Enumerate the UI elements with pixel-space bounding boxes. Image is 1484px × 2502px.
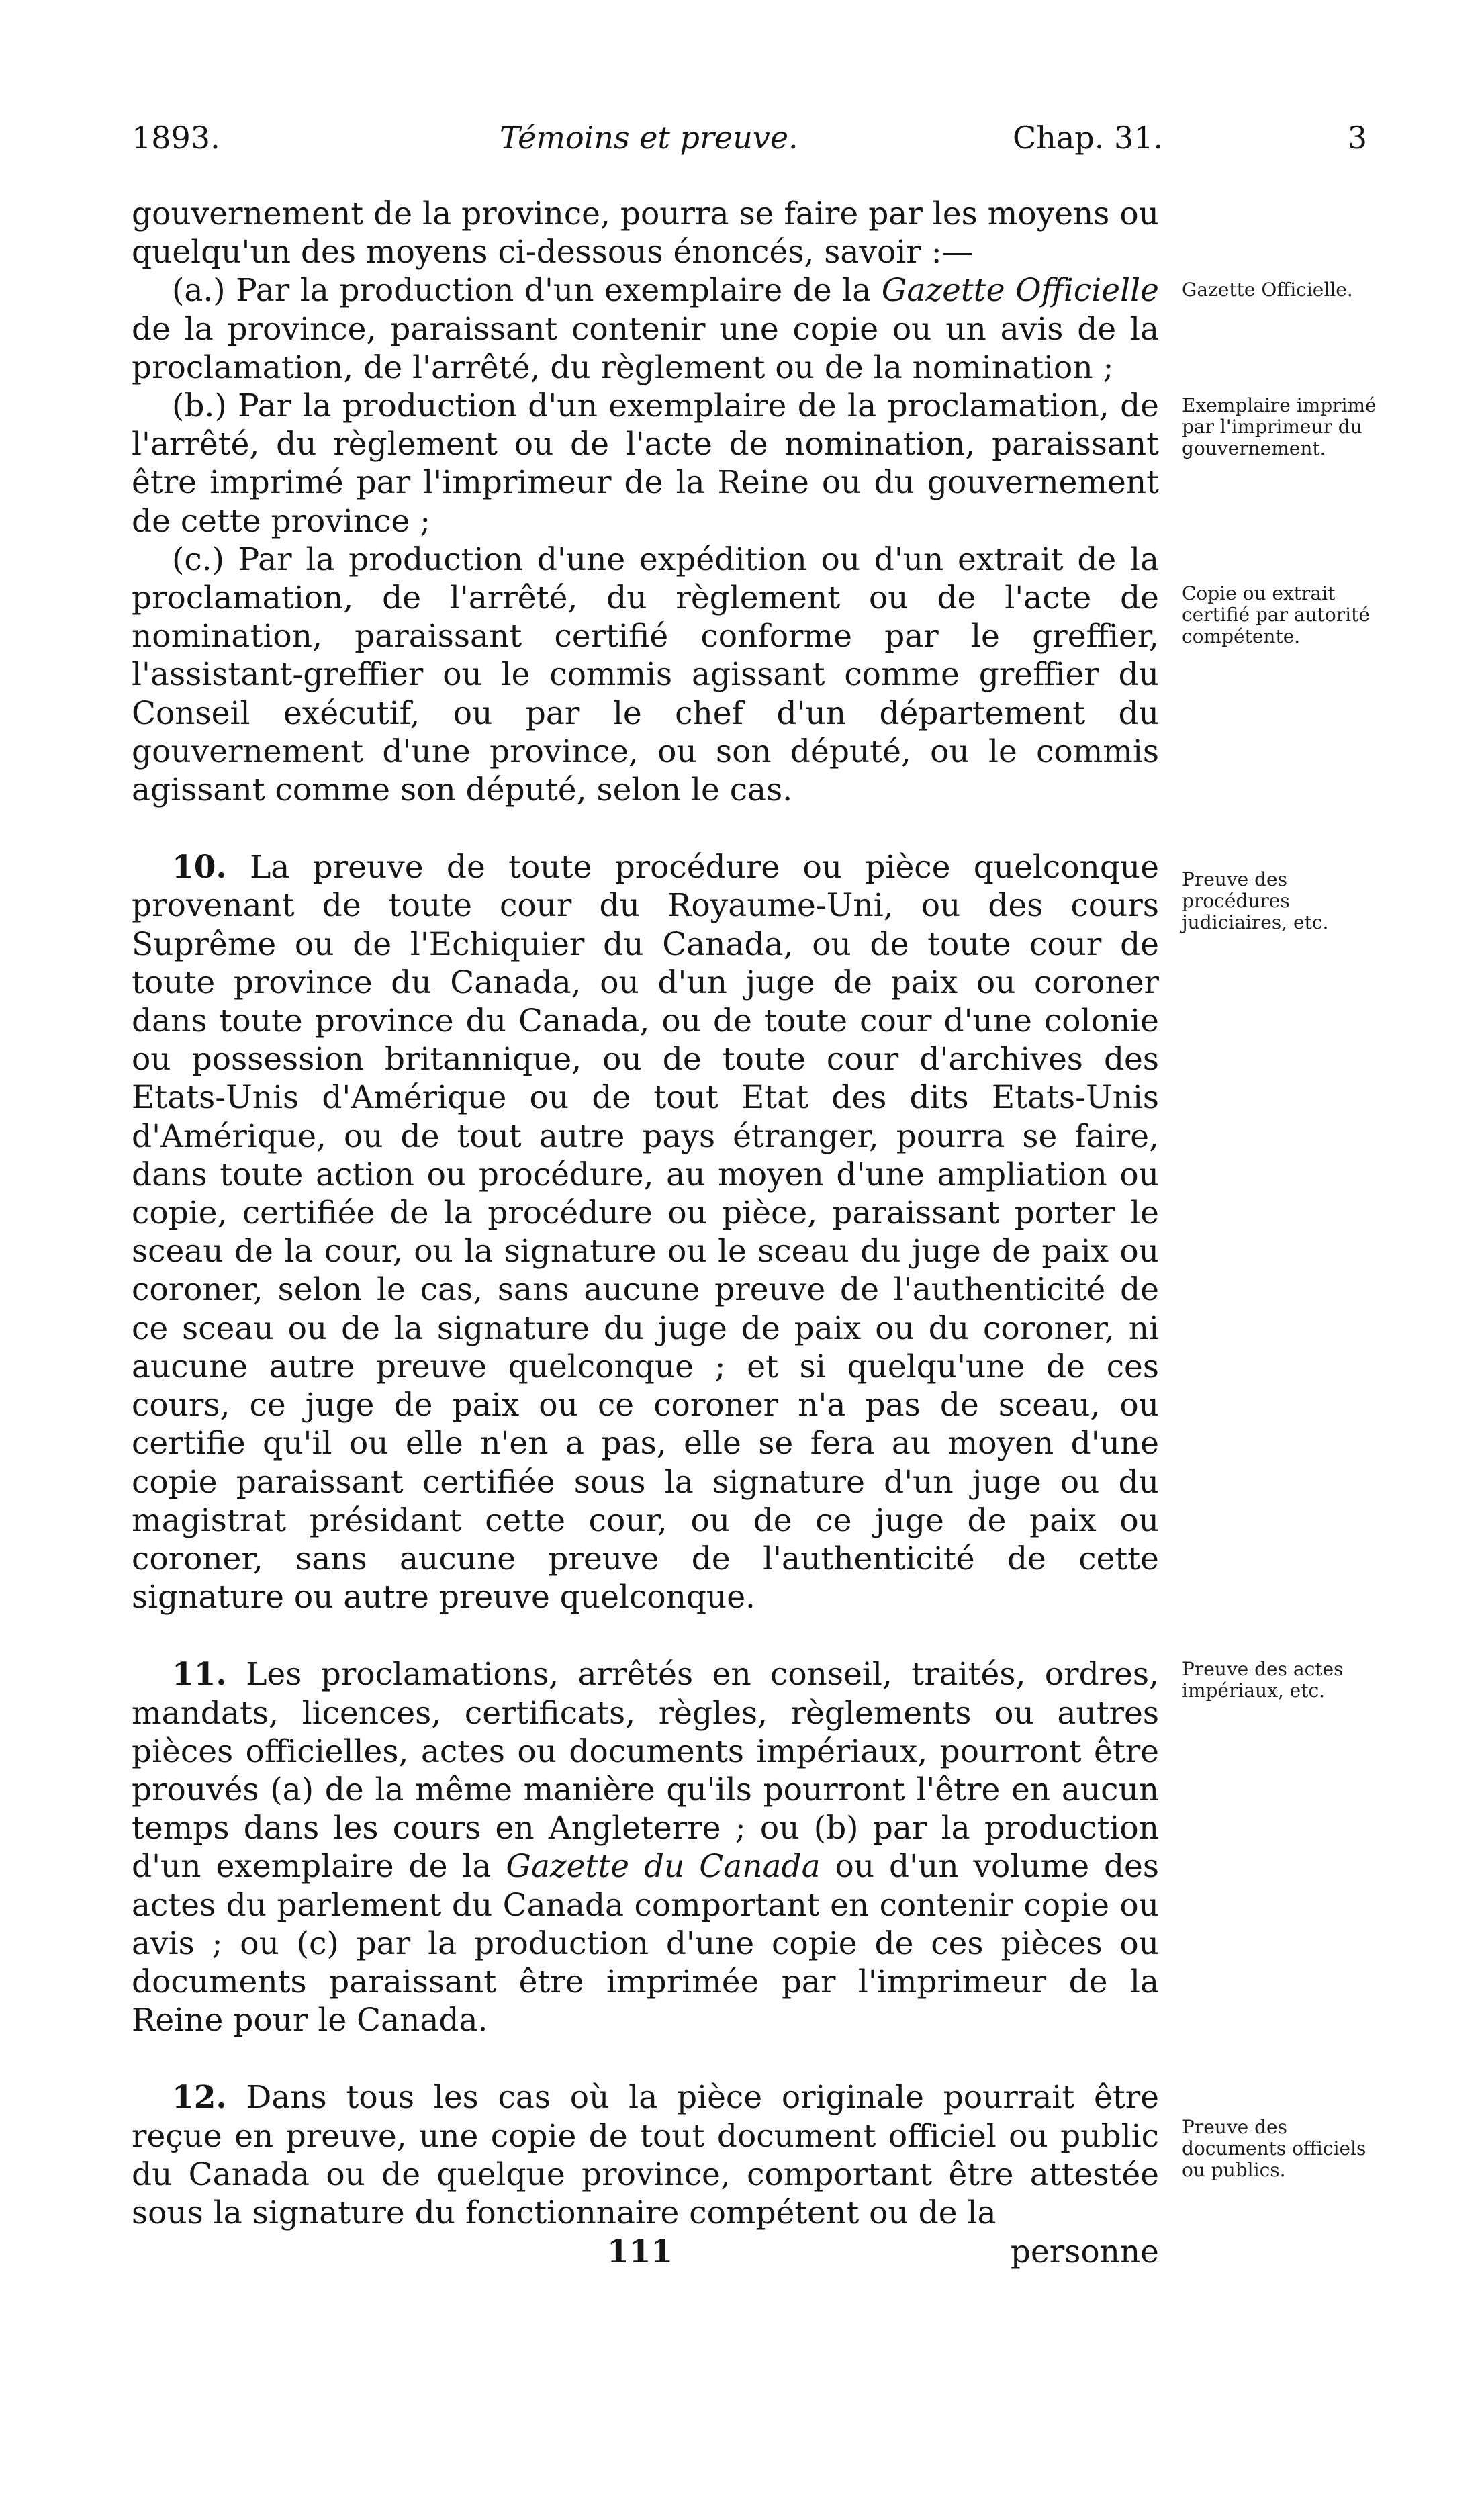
paragraph-c: (c.) Par la production d'une expédition ou d'un extrait de la proclamation, de l'arrêté, du règlement ou de l'acte de nomination, paraissant certifié conforme par le greffier, l'assistant-greffier ou le commis agissant comme greffier du Conseil exécutif, ou par le chef d'un département du gouvernement d'une province, ou son député, ou le commis agissant comme son député, selon le cas.	[132, 541, 1159, 809]
section-11-text-end: ou d'un volume des actes du parlement du Canada comportant en contenir copie ou avis ; ou (c) par la production d'une copie de ces pièces ou documents paraissant être imprimée par l'imprimeur de la Reine pour le Canada.	[132, 1848, 1159, 2039]
paragraph-continuation: gouvernement de la province, pourra se faire par les moyens ou quelqu'un des moyens ci-dessous énoncés, savoir :—	[132, 195, 1159, 271]
gazette-officielle-title: Gazette Officielle	[881, 272, 1159, 310]
section-number-11: 11.	[172, 1656, 227, 1694]
section-11	[132, 1655, 1159, 2039]
body-text	[132, 195, 1159, 2232]
header-year: 1893.	[132, 120, 220, 156]
paragraph-a	[132, 271, 1159, 387]
margin-note-exemplaire: Exemplaire imprimé par l'imprimeur du gouvernement.	[1182, 394, 1377, 459]
section-10-text: La preuve de toute procédure ou pièce quelconque provenant de toute cour du Royaume-Uni, ou des cours Suprême ou de l'Echiquier du Canada, ou de toute cour de toute province du Canada, ou d'un juge de paix ou coroner dans toute province du Canada, ou de toute cour d'une colonie ou possession britannique, ou de toute cour d'archives des Etats-Unis d'Amérique ou de tout Etat des dits Etats-Unis d'Amérique, ou de tout autre pays étranger, pourra se faire, dans toute action ou procédure, au moyen d'une ampliation ou copie, certifiée de la procédure ou pièce, paraissant porter le sceau de la cour, ou la signature ou le sceau du juge de paix ou coroner, selon le cas, sans aucune preuve de l'authenticité de ce sceau ou de la signature du juge de paix ou du coroner, ni aucune autre preuve quelconque ; et si quelqu'une de ces cours, ce juge de paix ou ce coroner n'a pas de sceau, ou certifie qu'il ou elle n'en a pas, elle se fera au moyen d'une copie paraissant certifiée sous la signature d'un juge ou du magistrat présidant cette cour, ou de ce juge de paix ou coroner, sans aucune preuve de l'authenticité de cette signature ou autre preuve quelconque.	[132, 849, 1159, 1616]
header-chapter: Chap. 31.	[1013, 120, 1164, 156]
section-10	[132, 848, 1159, 1616]
section-number-12: 12.	[172, 2079, 227, 2117]
header-page-number: 3	[1347, 120, 1367, 156]
margin-note-gazette: Gazette Officielle.	[1182, 279, 1353, 301]
running-head	[132, 120, 1367, 167]
paragraph-a-start: (a.) Par la production d'un exemplaire de la	[172, 272, 882, 310]
page-footer	[132, 2233, 1159, 2274]
section-12	[132, 2078, 1159, 2232]
folio-number: 111	[607, 2233, 674, 2270]
section-number-10: 10.	[172, 849, 227, 886]
paragraph-b: (b.) Par la production d'un exemplaire de la proclamation, de l'arrêté, du règlement ou de l'acte de nomination, paraissant être imprimé par l'imprimeur de la Reine ou du gouvernement de cette province ;	[132, 387, 1159, 540]
paragraph-a-end: de la province, paraissant contenir une copie ou un avis de la proclamation, de l'arrêté, du règlement ou de la nomination ;	[132, 310, 1159, 386]
margin-note-copie: Copie ou extrait certifié par autorité compétente.	[1182, 582, 1370, 647]
margin-note-documents: Preuve des documents officiels ou publics.	[1182, 2116, 1366, 2181]
header-title: Témoins et preuve.	[500, 120, 798, 156]
margin-note-procedures: Preuve des procédures judiciaires, etc.	[1182, 868, 1329, 933]
section-11-text: Les proclamations, arrêtés en conseil, traités, ordres, mandats, licences, certificats, règles, règlements ou autres pièces officielles, actes ou documents impériaux, pourront être prouvés (a) de la même manière qu'ils pourront l'être en aucun temps dans les cours en Angleterre ; ou (b) par la production d'un exemplaire de la	[132, 1656, 1159, 1886]
gazette-du-canada-title: Gazette du Canada	[506, 1848, 821, 1886]
catchword: personne	[1010, 2233, 1159, 2270]
section-12-text: Dans tous les cas où la pièce originale pourrait être reçue en preuve, une copie de tout document officiel ou public du Canada ou de quelque province, comportant être attestée sous la signature du fonctionnaire compétent ou de la	[132, 2079, 1159, 2231]
margin-note-actes: Preuve des actes impériaux, etc.	[1182, 1658, 1344, 1702]
